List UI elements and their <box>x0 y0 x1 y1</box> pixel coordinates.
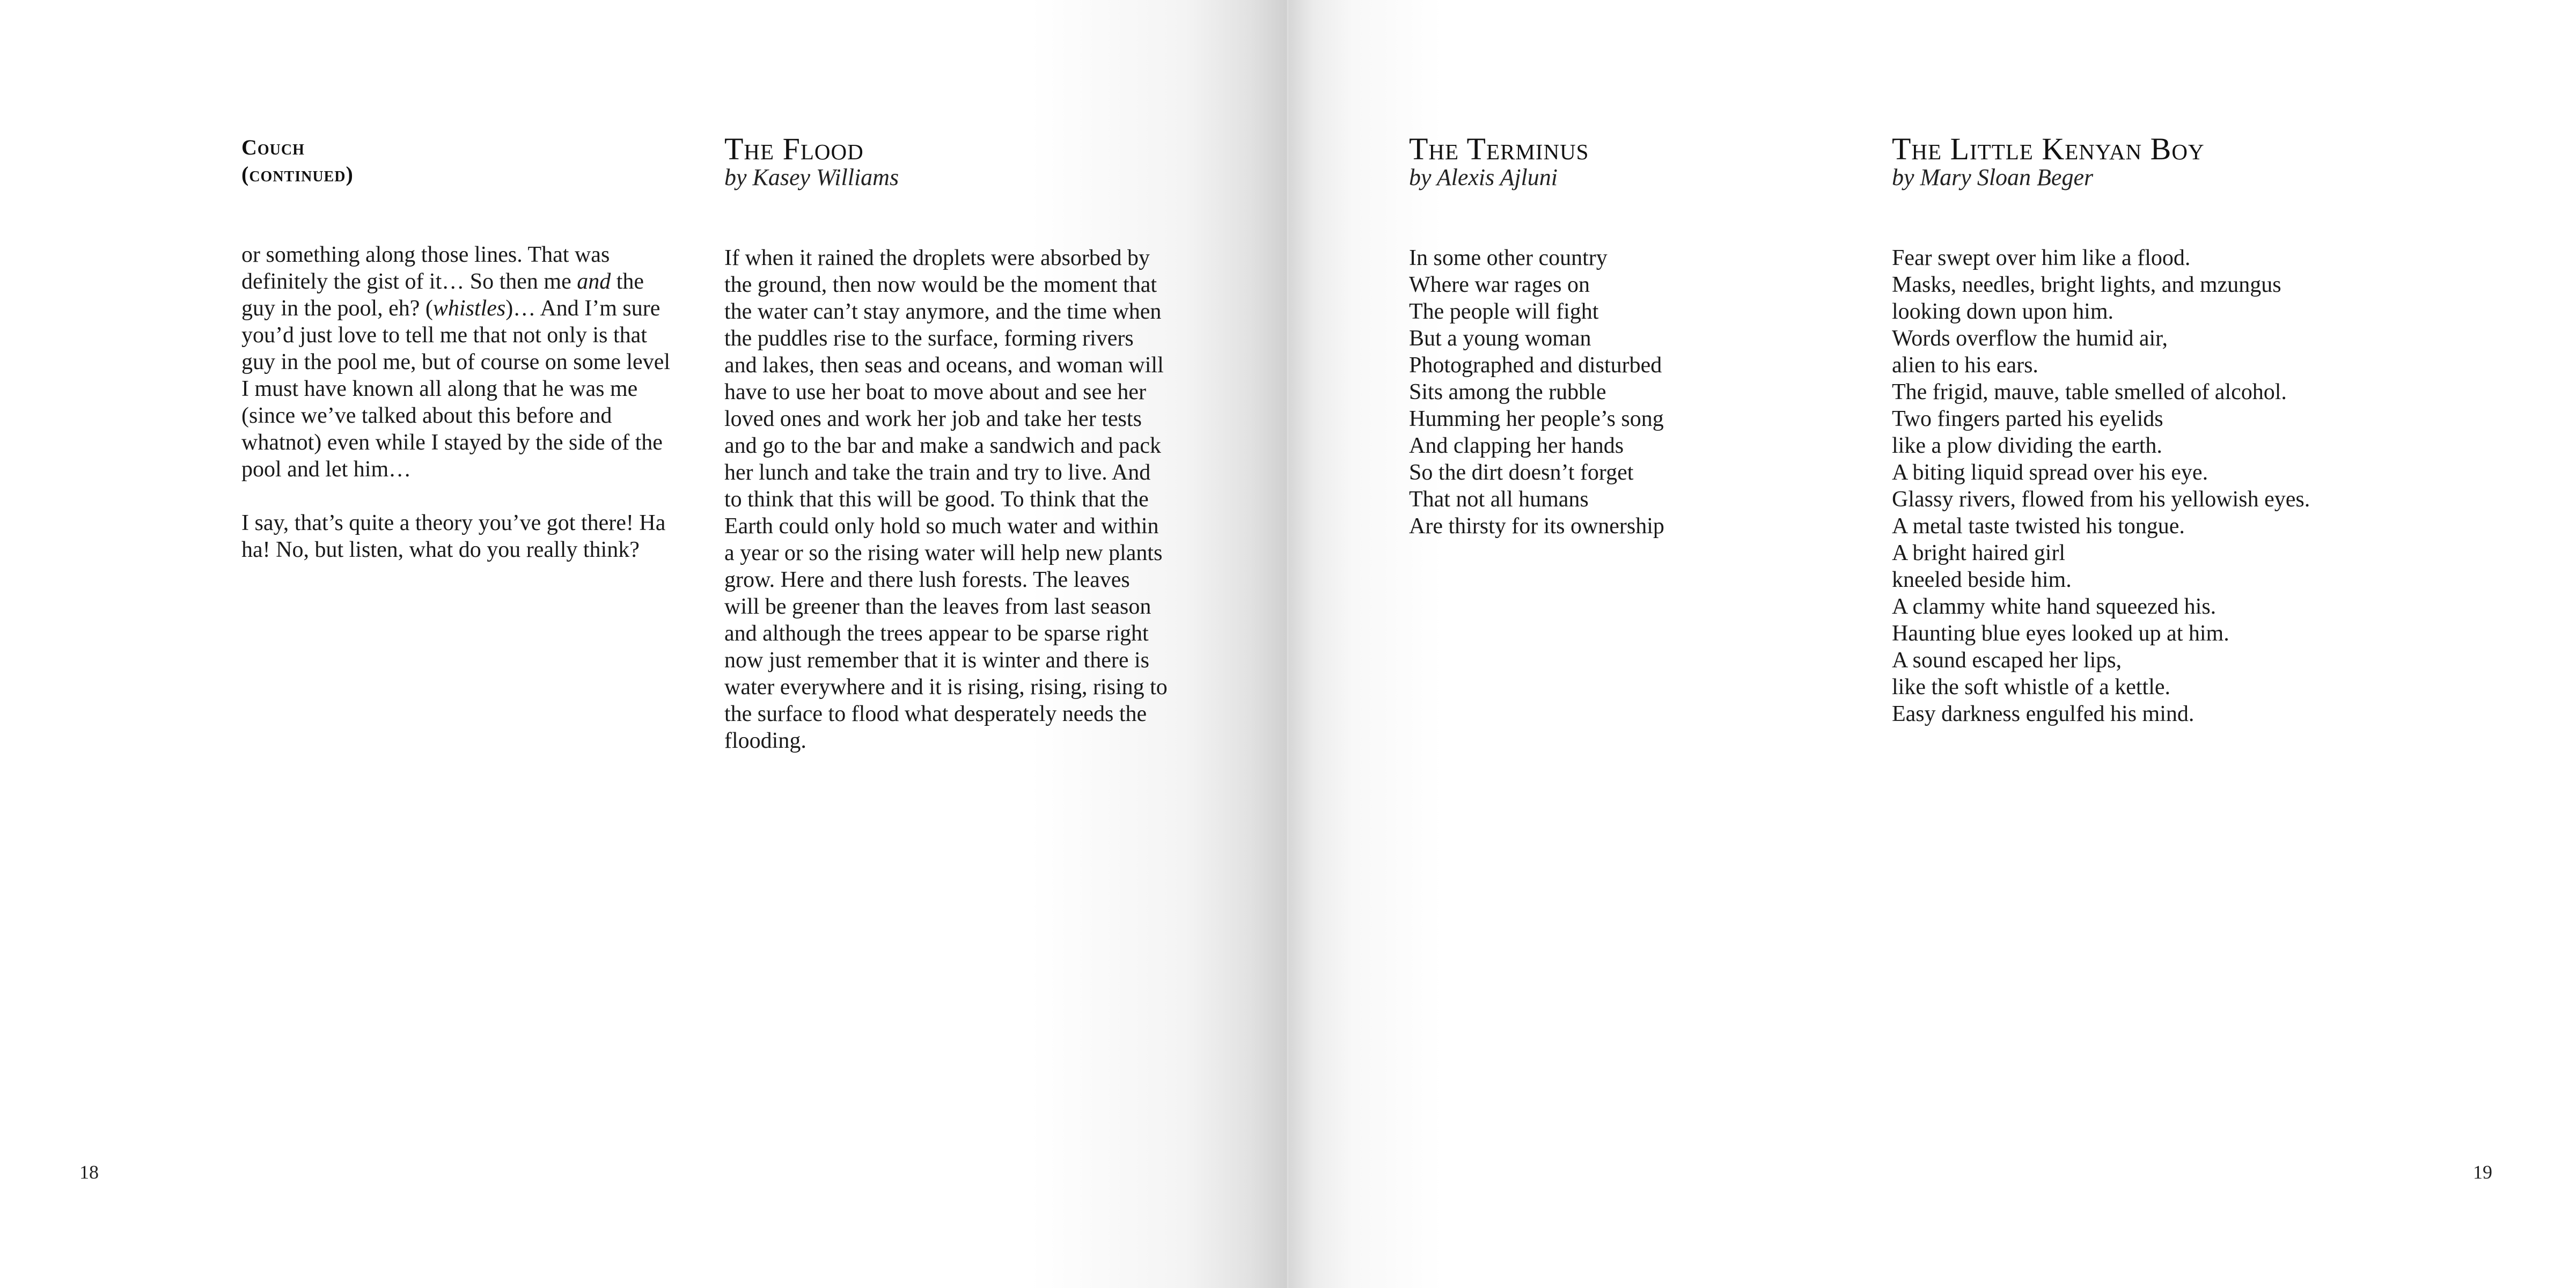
page-number-left: 18 <box>79 1161 99 1183</box>
couch-continued-label: (continued) <box>241 162 354 186</box>
couch-text-c: )… And I’m sure you’d just love to tell me that not only is that guy in the pool me, but of course on some level I must have known all along that he was me (since we’ve talked about this before and whatnot) even while I stayed by the side of the pool and let him… <box>241 296 671 482</box>
kenyan-poem-line: Glassy rivers, flowed from his yellowish eyes. <box>1892 487 2310 512</box>
couch-column <box>241 134 681 590</box>
page-number-right: 19 <box>2473 1161 2492 1183</box>
terminus-poem <box>1409 245 1849 540</box>
couch-text-a: or something along those lines. That was definitely the gist of it… So then me <box>241 242 610 294</box>
kenyan-poem-line: kneeled beside him. <box>1892 568 2072 592</box>
kenyan-poem-line: like a plow dividing the earth. <box>1892 433 2162 458</box>
kenyan-poem-line: Words overflow the humid air, <box>1892 326 2168 351</box>
kenyan-poem-line: A clammy white hand squeezed his. <box>1892 594 2217 619</box>
kenyan-poem-line: like the soft whistle of a kettle. <box>1892 675 2171 700</box>
flood-body <box>724 245 1170 754</box>
terminus-poem-line: Photographed and disturbed <box>1409 353 1662 378</box>
kenyan-poem-line: Masks, needles, bright lights, and mzungus <box>1892 273 2281 297</box>
terminus-poem-line: That not all humans <box>1409 487 1589 512</box>
terminus-poem-line: Where war rages on <box>1409 273 1590 297</box>
kenyan-poem-line: Fear swept over him like a flood. <box>1892 246 2191 270</box>
terminus-poem-line: So the dirt doesn’t forget <box>1409 460 1634 485</box>
terminus-poem-line: In some other country <box>1409 246 1608 270</box>
kenyan-poem-line: Easy darkness engulfed his mind. <box>1892 702 2195 726</box>
couch-paragraph-2: I say, that’s quite a theory you’ve got there! Ha ha! No, but listen, what do you really think? <box>241 511 666 562</box>
couch-paragraph-1 <box>241 241 681 483</box>
kenyan-title: The Little Kenyan Boy <box>1892 131 2205 166</box>
kenyan-poem-line: alien to his ears. <box>1892 353 2038 378</box>
couch-emphasis-and: and <box>577 269 611 294</box>
kenyan-poem-line: Two fingers parted his eyelids <box>1892 407 2163 431</box>
terminus-poem-line: The people will fight <box>1409 299 1599 324</box>
kenyan-byline: by Mary Sloan Beger <box>1892 164 2094 190</box>
couch-emphasis-whistles: whistles <box>432 296 506 321</box>
terminus-poem-line: Humming her people’s song <box>1409 407 1664 431</box>
terminus-poem-line: But a young woman <box>1409 326 1591 351</box>
kenyan-poem-line: A bright haired girl <box>1892 541 2066 565</box>
terminus-byline: by Alexis Ajluni <box>1409 164 1558 190</box>
terminus-poem-line: Are thirsty for its ownership <box>1409 514 1664 539</box>
flood-byline: by Kasey Williams <box>724 164 899 190</box>
kenyan-column <box>1892 131 2375 727</box>
flood-column <box>724 131 1170 781</box>
kenyan-poem-line: Haunting blue eyes looked up at him. <box>1892 621 2229 646</box>
terminus-poem-line: Sits among the rubble <box>1409 380 1606 404</box>
kenyan-poem-line: The frigid, mauve, table smelled of alcohol. <box>1892 380 2287 404</box>
couch-body <box>241 241 681 563</box>
flood-paragraph: If when it rained the droplets were absorbed by the ground, then now would be the moment that the water can’t stay anymore, and the time when the puddles rise to the surface, forming rivers and lakes, then seas and oceans, and woman will have to use her boat to move about and see her loved ones and work her job and take her tests and go to the bar and make a sandwich and pack her lunch and take the train and try to live. And to think that this will be good. To think that the Earth could only hold so much water and within a year or so the rising water will help new plants grow. Here and there lush forests. The leaves will be greener than the leaves from last season and although the trees appear to be sparse right now just remember that it is winter and there is water everywhere and it is rising, rising, rising to the surface to flood what desperately needs the flooding. <box>724 246 1168 753</box>
flood-title: The Flood <box>724 131 864 166</box>
couch-title: Couch <box>241 135 305 159</box>
right-page <box>1288 0 2576 1288</box>
kenyan-poem-line: looking down upon him. <box>1892 299 2114 324</box>
terminus-poem-line: And clapping her hands <box>1409 433 1624 458</box>
couch-text-b: the guy in the pool, eh? ( <box>241 269 644 321</box>
terminus-title: The Terminus <box>1409 131 1589 166</box>
kenyan-poem <box>1892 245 2375 727</box>
kenyan-poem-line: A biting liquid spread over his eye. <box>1892 460 2208 485</box>
kenyan-poem-line: A metal taste twisted his tongue. <box>1892 514 2185 539</box>
kenyan-poem-line: A sound escaped her lips, <box>1892 648 2122 673</box>
terminus-column <box>1409 131 1849 540</box>
